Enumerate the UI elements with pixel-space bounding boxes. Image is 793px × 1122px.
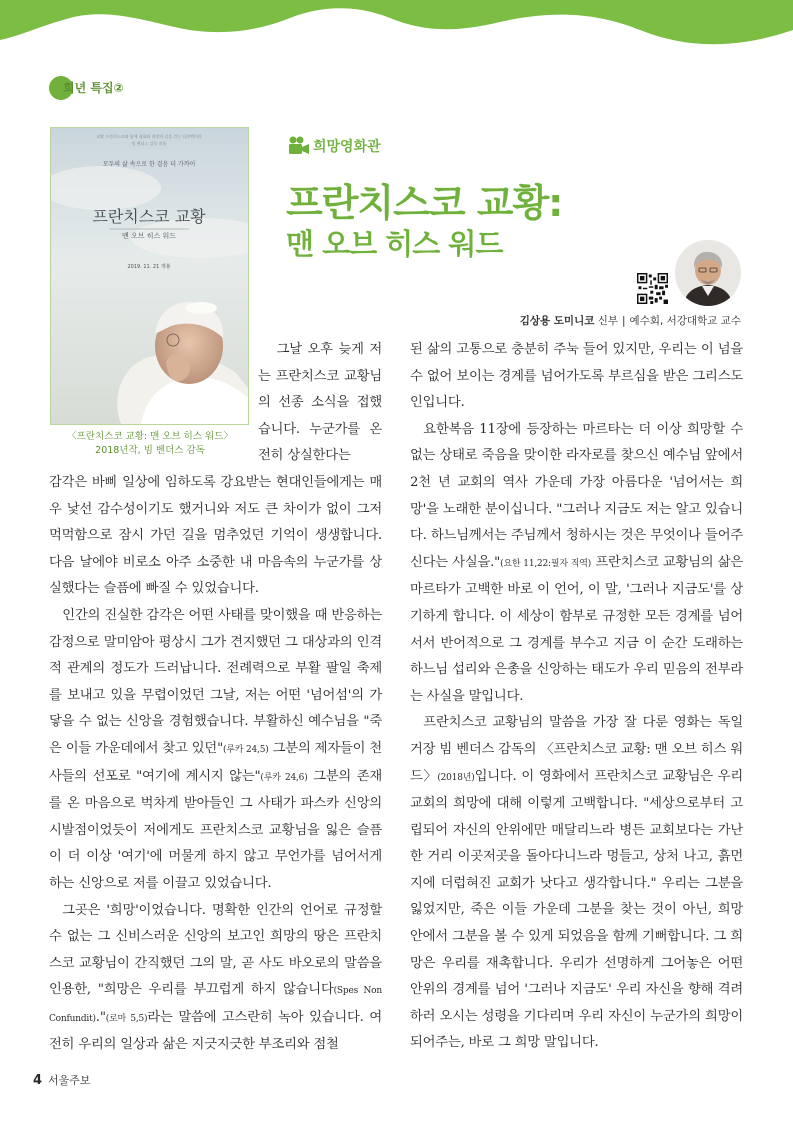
- article-column-right: [410, 337, 743, 1057]
- poster-subtitle: 맨 오브 히스 워드: [121, 232, 177, 240]
- poster-caption-line1: 〈프란치스코 교황: 맨 오브 히스 워드〉: [67, 431, 233, 442]
- section-tag: [49, 76, 124, 100]
- poster-caption-line2: 2018년작, 빔 벤더스 감독: [95, 445, 205, 456]
- page-number: 4: [33, 1073, 43, 1088]
- publication-name: 서울주보: [48, 1074, 91, 1087]
- article-text: 그분의 제자들이 천사들의 선포로 "여기에 계시지 않는": [49, 740, 382, 784]
- year-reference: (2018년): [437, 772, 475, 783]
- article-column-left: [49, 470, 382, 1059]
- qr-code: [637, 273, 668, 304]
- scripture-reference: (루카 24,5): [223, 744, 269, 755]
- article-paragraph: [410, 417, 743, 711]
- author-byline: [520, 313, 741, 328]
- scripture-reference: (루카 24,6): [260, 772, 308, 783]
- article-text: 라는 말씀에 고스란히 녹아 있습니다. 여전히 우리의 일상과 삶은 지긋지긋한 부조리와 점철: [49, 1009, 382, 1053]
- kicker-label: 희망영화관: [313, 139, 381, 155]
- article-text: 요한복음 11장에 등장하는 마르타는 더 이상 희망할 수 없는 상태로 죽음을 맞이한 라자로를 찾으신 예수님 앞에서 2천 년 교회의 역사 가운데 가장 아름다운 '넘어서는 희망'을 노래한 분이십니다. "그러나 지금도 저는 알고 있습니다. 하느님께서는 주님께서 청하시는 것은 무엇이나 들어주신다는 사실을.": [410, 421, 743, 570]
- latin-reference: (Spes Non Confundit): [49, 986, 382, 1024]
- kicker: [288, 136, 381, 156]
- article-text: 그곳은 '희망'이었습니다. 명확한 인간의 언어로 규정할 수 없는 그 신비스러운 신앙의 보고인 희망의 땅은 프란치스코 교황님이 간직했던 그의 말, 곧 사도 바오로의 말씀을 인용한, "희망은 우리를 부끄럽게 하지 않습니다: [49, 902, 382, 998]
- article-text: .": [95, 1009, 106, 1025]
- article-paragraph: [410, 710, 743, 1057]
- article-paragraph: 그날 오후 늦게 저는 프란치스코 교황님의 선종 소식을 접했습니다. 누군가를 온전히 상실한다는: [258, 342, 382, 464]
- author-photo: [675, 240, 741, 306]
- article-column-narrow: [258, 337, 382, 470]
- article-paragraph: 된 삶의 고통으로 충분히 주눅 들어 있지만, 우리는 이 넘을 수 없어 보이는 경계를 넘어가도록 부르심을 받은 그리스도인입니다.: [410, 342, 743, 411]
- article-paragraph: 감각은 바삐 일상에 임하도록 강요받는 현대인들에게는 매우 낯선 감수성이기도 했거니와 저도 큰 차이가 없이 그저 먹먹함으로 잠시 가던 길을 멈추었던 기억이 생생합니다. 다음 날에야 비로소 아주 소중한 내 마음속의 누군가를 상실했다는 슬픔에 빠질 수 있었습니다.: [49, 475, 382, 597]
- poster-release: 2019. 11. 21 개봉: [127, 264, 171, 270]
- scripture-reference: (로마 5,5): [105, 1013, 148, 1024]
- author-affiliation: 예수회, 서강대학교 교수: [629, 315, 741, 327]
- poster-caption: [50, 430, 250, 458]
- movie-poster: [50, 127, 249, 425]
- article-text: 입니다. 이 영화에서 프란치스코 교황님은 우리 교회의 희망에 대해 이렇게 고백합니다. "세상으로부터 고립되어 자신의 안위에만 매달리느라 병든 교회보다는 가난한 거리 이곳저곳을 돌아다니느라 멍들고, 상처 나고, 흙먼지에 더럽혀진 교회가 낫다고 생각합니다." 우리는 그분을 잃었지만, 죽은 이들 가운데 그분을 찾는 것이 아닌, 희망 안에서 그분을 볼 수 있게 되었음을 함께 기뻐합니다. 그 희망은 우리를 재촉합니다. 우리가 선명하게 그어놓은 어떤 안위의 경계를 넘어 '그러나 지금도' 우리 자신을 향해 격려하러 오시는 성령을 기다리며 우리 자신이 누군가의 희망이 되어주는, 바로 그 희망 말입니다.: [410, 768, 743, 1051]
- top-wave-decoration: [0, 0, 793, 80]
- article-title-line1: 프란치스코 교황:: [286, 181, 563, 225]
- scripture-reference: (요한 11,22:필자 직역): [500, 558, 592, 569]
- article-text: 프란치스코 교황님의 삶은 마르타가 고백한 바로 이 언어, 이 말, '그러나 지금도'를 상기하게 합니다. 이 세상이 함부로 규정한 모든 경계를 넘어서서 반어적으로 그 경계를 부수고 지금 이 순간 도래하는 하느님 섭리와 은총을 신앙하는 태도가 우리 믿음의 전부라는 사실을 말입니다.: [410, 554, 743, 704]
- poster-tagline-small: 교황 프란치스코와 함께 평화와 희망의 길을 걷는 다큐멘터리: [96, 134, 202, 139]
- poster-director-small: 빔 벤더스 감독 작품: [131, 141, 167, 146]
- page-footer: [33, 1072, 91, 1088]
- article-text: 프란치스코 교황님의 말씀을 가장 잘 다룬 영화는 독일 거장 빔 벤더스 감독의 〈프란치스코 교황: 맨 오브 히스 워드〉: [410, 715, 743, 784]
- article-paragraph: [49, 898, 382, 1060]
- article-text: 그분의 존재를 온 마음으로 벅차게 받아들인 그 사태가 파스카 신앙의 시발점이었듯이 저에게도 프란치스코 교황님을 잃은 슬픔이 더 이상 '여기'에 머물게 하지 않고 무언가를 넘어서게 하는 신앙으로 저를 이끌고 있었습니다.: [49, 768, 383, 891]
- article-text: 인간의 진실한 감각은 어떤 사태를 맞이했을 때 반응하는 감정으로 말미암아 평상시 그가 견지했던 그 대상과의 인격적 관계의 정도가 드러납니다. 전례력으로 부활 팔일 축제를 보내고 있을 무렵이었던 그날, 저는 어떤 '넘어섬'의 가닿을 수 없는 신앙을 경험했습니다. 부활하신 예수님을 "죽은 이들 가운데에서 찾고 있던": [49, 607, 382, 756]
- article-paragraph: [49, 603, 382, 898]
- poster-quote: 모두의 삶 속으로 한 걸음 더 가까이: [102, 161, 196, 168]
- byline-separator: |: [622, 315, 626, 327]
- poster-title: 프란치스코 교황: [92, 207, 206, 226]
- section-tag-label: 희년 특집②: [63, 81, 124, 95]
- author-role: 신부: [597, 315, 618, 327]
- film-camera-icon: [288, 136, 310, 156]
- author-name: 김상용 도미니코: [519, 315, 595, 327]
- article-title-line2: 맨 오브 히스 워드: [286, 227, 503, 261]
